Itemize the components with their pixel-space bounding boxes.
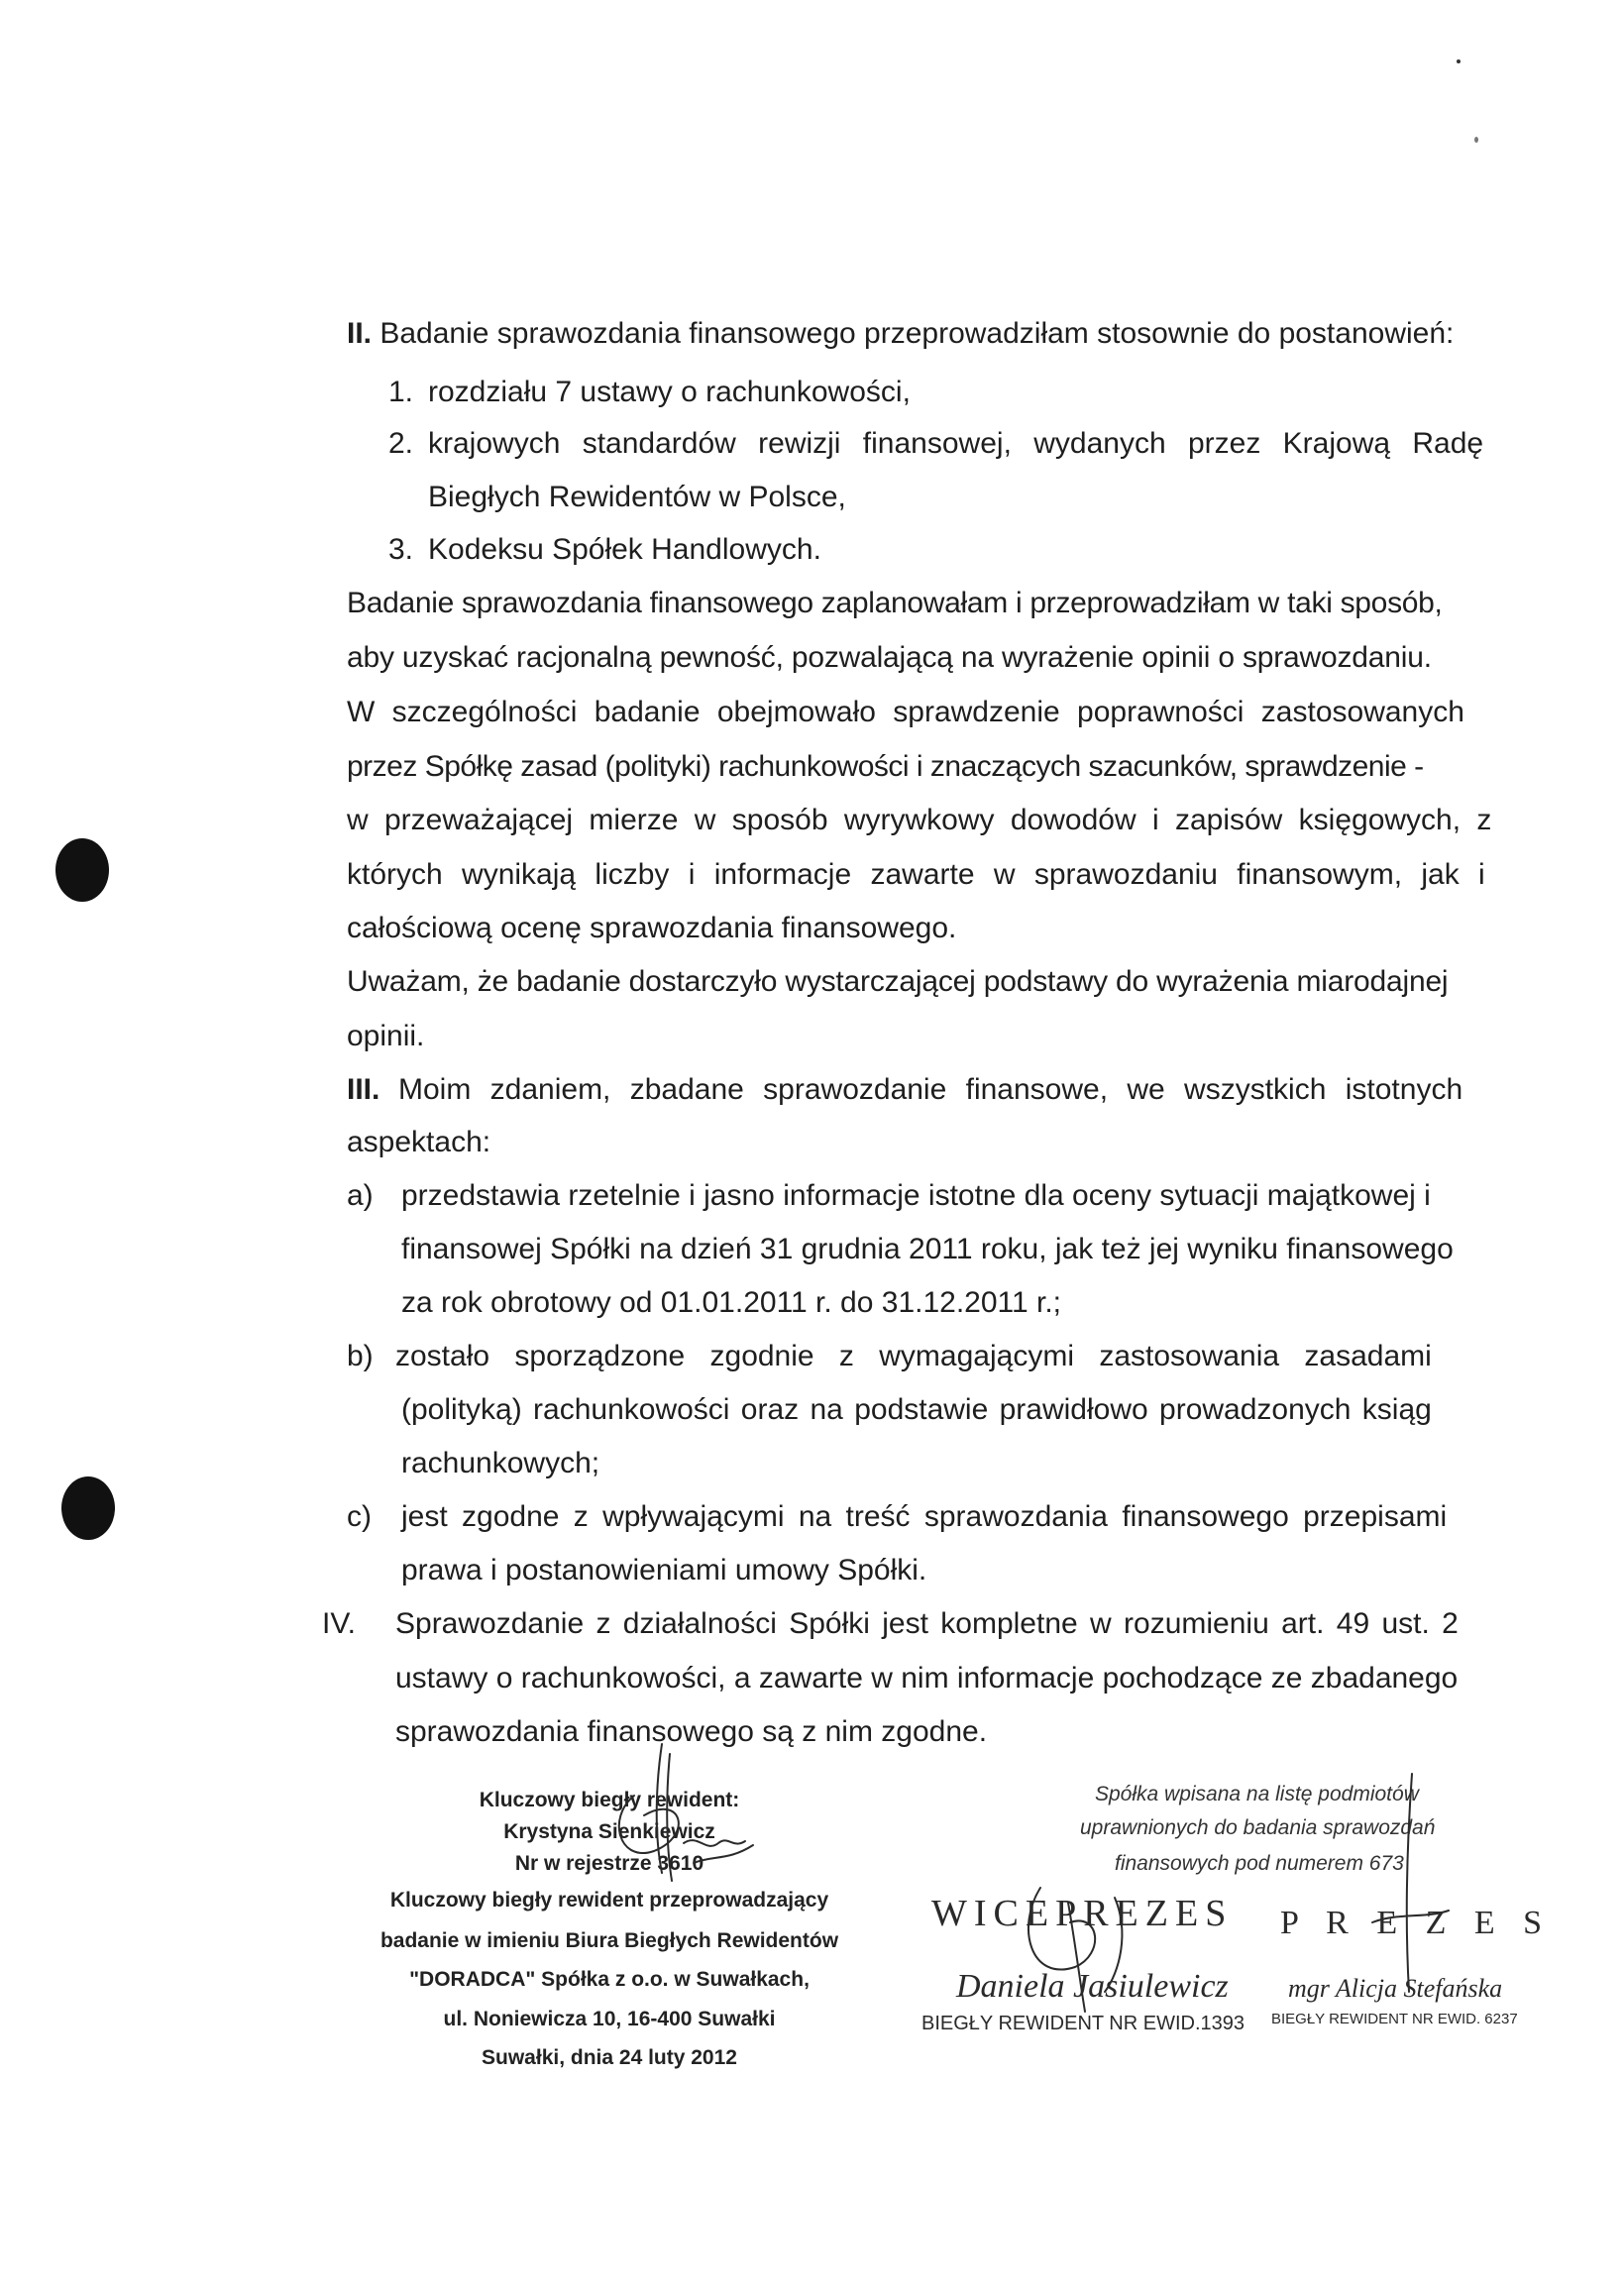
section-iii-heading-line-2: aspektach:	[347, 1126, 491, 1158]
item-b-letter: b)	[347, 1340, 374, 1372]
stamp-president: P R E Z E S	[1280, 1905, 1553, 1941]
list-item-3-number: 3.	[388, 533, 414, 566]
paragraph-3-line-2: opinii.	[347, 1020, 425, 1052]
item-a-line-2: finansowej Spółki na dzień 31 grudnia 2011 roku, jak też jej wyniku finansowego	[401, 1233, 1454, 1265]
paragraph-1-line-1: Badanie sprawozdania finansowego zaplanowałam i przeprowadziłam w taki sposób,	[347, 587, 1443, 619]
paragraph-1-line-2: aby uzyskać racjonalną pewność, pozwalającą na wyrażenie opinii o sprawozdaniu.	[347, 641, 1432, 674]
paragraph-3-line-1: Uważam, że badanie dostarczyło wystarczającej podstawy do wyrażenia miarodajnej	[347, 965, 1449, 998]
section-iii-number: III.	[347, 1073, 380, 1106]
registry-note-line-1: Spółka wpisana na listę podmiotów	[1095, 1783, 1419, 1805]
list-item-2-text-2: Biegłych Rewidentów w Polsce,	[428, 481, 846, 513]
section-iv-line-3: sprawozdania finansowego są z nim zgodne.	[395, 1715, 988, 1748]
section-ii-heading-text: Badanie sprawozdania finansowego przeprowadziłam stosownie do postanowień:	[379, 317, 1455, 350]
stamp-registration-1: BIEGŁY REWIDENT NR EWID.1393	[921, 2013, 1245, 2034]
item-b-line-2: (polityką) rachunkowości oraz na podstawie prawidłowo prowadzonych ksiąg	[401, 1393, 1432, 1426]
list-item-3-text: Kodeksu Spółek Handlowych.	[428, 533, 821, 566]
auditor-register-number: Nr w rejestrze 3610	[514, 1852, 704, 1875]
company-name: "DORADCA" Spółka z o.o. w Suwałkach,	[409, 1968, 810, 1991]
item-a-line-1: przedstawia rzetelnie i jasno informacje istotne dla oceny sytuacji majątkowej i	[401, 1179, 1431, 1212]
list-item-1-number: 1.	[388, 376, 414, 408]
item-a-letter: a)	[347, 1179, 374, 1212]
paragraph-2-line-3: w przeważającej mierze w sposób wyrywkowy dowodów i zapisów księgowych, z	[347, 804, 1492, 836]
section-ii-number: II.	[347, 317, 373, 350]
section-iv-number: IV.	[322, 1607, 356, 1640]
list-item-1-text: rozdziału 7 ustawy o rachunkowości,	[428, 376, 911, 408]
place-and-date: Suwałki, dnia 24 luty 2012	[482, 2046, 737, 2069]
auditor-name: Krystyna Sienkiewicz	[503, 1820, 715, 1843]
list-item-2-text-1: krajowych standardów rewizji finansowej, wydanych przez Krajową Radę	[428, 427, 1484, 460]
section-iv-line-1: Sprawozdanie z działalności Spółki jest kompletne w rozumieniu art. 49 ust. 2	[395, 1607, 1459, 1640]
paragraph-2-line-2: przez Spółkę zasad (polityki) rachunkowości i znaczących szacunków, sprawdzenie -	[347, 750, 1424, 783]
stamp-name-1: Daniela Jasiulewicz	[956, 1968, 1229, 2005]
section-iv-line-2: ustawy o rachunkowości, a zawarte w nim informacje pochodzące ze zbadanego	[395, 1662, 1459, 1695]
item-c-letter: c)	[347, 1500, 372, 1533]
stamp-name-2: mgr Alicja Stefańska	[1288, 1974, 1503, 2003]
section-iii-heading-line-1: Moim zdaniem, zbadane sprawozdanie finansowe, we wszystkich istotnych	[398, 1073, 1463, 1106]
stamp-vice-president: WICEPREZES	[931, 1893, 1234, 1934]
item-c-line-1: jest zgodne z wpływającymi na treść sprawozdania finansowego przepisami	[401, 1500, 1448, 1533]
auditor-role-line-2: badanie w imieniu Biura Biegłych Rewidentów	[379, 1929, 839, 1952]
item-b-line-3: rachunkowych;	[401, 1447, 600, 1479]
stamp-registration-2: BIEGŁY REWIDENT NR EWID. 6237	[1271, 2011, 1518, 2027]
paragraph-2-line-4: których wynikają liczby i informacje zawarte w sprawozdaniu finansowym, jak i	[347, 858, 1485, 891]
company-address: ul. Noniewicza 10, 16-400 Suwałki	[443, 2008, 776, 2030]
auditor-role-line-1: Kluczowy biegły rewident przeprowadzający	[389, 1889, 829, 1912]
item-c-line-2: prawa i postanowieniami umowy Spółki.	[401, 1554, 927, 1586]
list-item-2-number: 2.	[388, 427, 414, 460]
auditor-title: Kluczowy biegły rewident:	[479, 1789, 740, 1811]
registry-note-line-2: uprawnionych do badania sprawozdań	[1080, 1816, 1436, 1839]
registry-note-line-3: finansowych pod numerem 673	[1115, 1852, 1404, 1875]
paragraph-2-line-1: W szczególności badanie obejmowało sprawdzenie poprawności zastosowanych	[347, 696, 1464, 728]
item-b-line-1: zostało sporządzone zgodnie z wymagającymi zastosowania zasadami	[395, 1340, 1432, 1372]
paragraph-2-line-5: całościową ocenę sprawozdania finansowego.	[347, 912, 957, 944]
item-a-line-3: za rok obrotowy od 01.01.2011 r. do 31.12.2011 r.;	[401, 1286, 1062, 1319]
